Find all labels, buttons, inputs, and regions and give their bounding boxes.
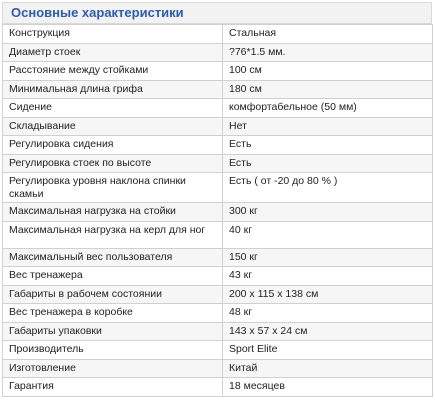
spec-value: 180 см [223,80,433,99]
table-row [3,154,433,173]
spec-name: Минимальная длина грифа [3,80,223,99]
table-row [3,341,433,360]
table-row [3,267,433,286]
spec-value: 43 кг [223,267,433,286]
table-row [3,117,433,136]
table-row [3,359,433,378]
spec-value: Есть [223,136,433,155]
spec-name: Сидение [3,99,223,118]
table-row [3,25,433,44]
table-row [3,136,433,155]
spec-value: Sport Elite [223,341,433,360]
panel-title: Основные характеристики [11,5,184,20]
spec-value: Есть ( от -20 до 80 % ) [223,173,433,203]
spec-value: 48 кг [223,304,433,323]
table-row [3,248,433,267]
table-row [3,62,433,81]
spec-name: Габариты упаковки [3,322,223,341]
table-row [3,99,433,118]
spec-value: Китай [223,359,433,378]
spec-value: 100 см [223,62,433,81]
spec-value: ?76*1.5 мм. [223,43,433,62]
spec-value: Стальная [223,25,433,44]
spec-value: 18 месяцев [223,378,433,397]
spec-name: Максимальная нагрузка на стойки [3,203,223,222]
specs-table [2,24,433,397]
spec-name: Максимальный вес пользователя [3,248,223,267]
table-row [3,304,433,323]
spec-value: Нет [223,117,433,136]
spec-name: Диаметр стоек [3,43,223,62]
spec-name: Расстояние между стойками [3,62,223,81]
table-row [3,203,433,222]
table-row [3,378,433,397]
spec-value: 143 x 57 x 24 см [223,322,433,341]
spec-name: Регулировка сидения [3,136,223,155]
spec-name: Максимальная нагрузка на керл для ног [3,221,223,248]
spec-value: 40 кг [223,221,433,248]
table-row [3,322,433,341]
spec-name: Складывание [3,117,223,136]
panel-header [2,2,432,24]
table-row [3,173,433,203]
spec-value: Есть [223,154,433,173]
table-row [3,221,433,248]
spec-value: комфортабельное (50 мм) [223,99,433,118]
table-row [3,80,433,99]
spec-value: 200 x 115 x 138 см [223,285,433,304]
spec-name: Конструкция [3,25,223,44]
spec-name: Производитель [3,341,223,360]
spec-name: Вес тренажера в коробке [3,304,223,323]
spec-value: 300 кг [223,203,433,222]
spec-name: Гарантия [3,378,223,397]
spec-name: Вес тренажера [3,267,223,286]
table-row [3,43,433,62]
spec-value: 150 кг [223,248,433,267]
table-row [3,285,433,304]
spec-name: Изготовление [3,359,223,378]
spec-name: Регулировка уровня наклона спинки скамьи [3,173,223,203]
spec-name: Регулировка стоек по высоте [3,154,223,173]
spec-name: Габариты в рабочем состоянии [3,285,223,304]
